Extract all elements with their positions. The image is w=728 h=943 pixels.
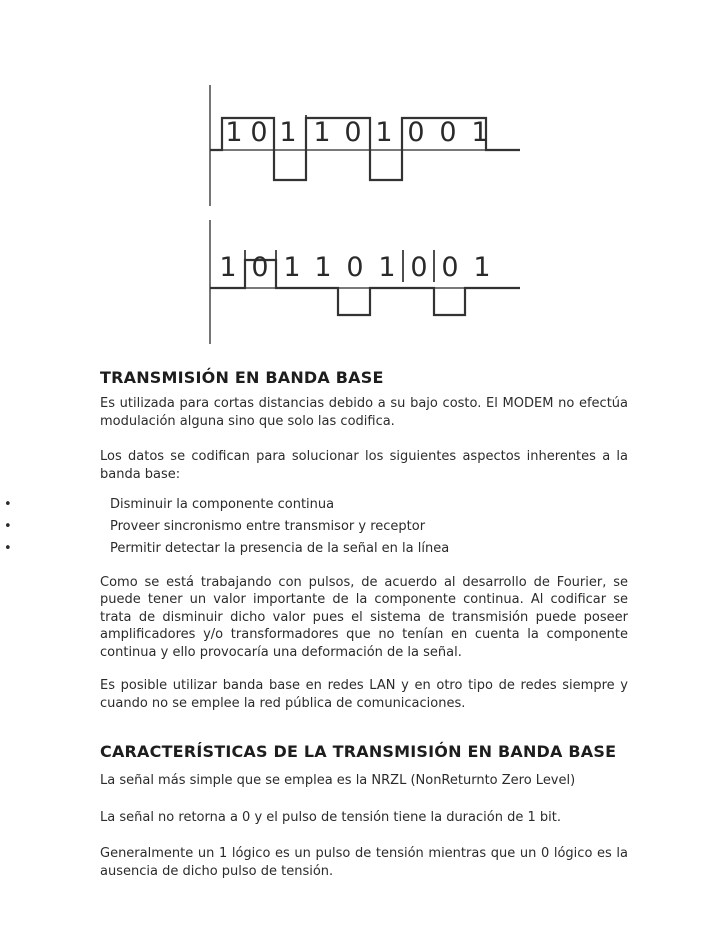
- bit-label: 1: [378, 252, 396, 283]
- bit-label: 0: [439, 117, 457, 148]
- signal-diagram-1: [200, 80, 530, 210]
- document-body: [4, 368, 628, 880]
- bit-label: 0: [250, 117, 268, 148]
- list-item: [0, 540, 628, 558]
- paragraph: La señal más simple que se emplea es la NRZL (NonReturnto Zero Level): [100, 773, 576, 788]
- paragraph: Es posible utilizar banda base en redes LAN y en otro tipo de redes siempre y cuando no se emplee la red pública de comunicaciones.: [100, 678, 628, 711]
- bit-label: 0: [441, 252, 459, 283]
- bit-label: 1: [279, 117, 297, 148]
- list-item-text: Proveer sincronismo entre transmisor y receptor: [110, 519, 426, 534]
- paragraph: Como se está trabajando con pulsos, de acuerdo al desarrollo de Fourier, se puede tener un valor importante de la componente continua. Al codificar se trata de disminuir dicho valor pues el sistema de transmisión puede poseer amplificadores y/o transformadores que no tenían en cuenta la componente continua y ello provocaría una deformación de la señal.: [100, 574, 628, 660]
- bit-label: 1: [473, 252, 491, 283]
- bit-label: 0: [410, 252, 428, 283]
- bit-label: 1: [313, 117, 331, 148]
- bit-label: 1: [283, 252, 301, 283]
- bit-label: 0: [251, 252, 269, 283]
- paragraph: La señal no retorna a 0 y el pulso de tensión tiene la duración de 1 bit.: [100, 809, 561, 825]
- bit-label: 1: [471, 117, 489, 148]
- bit-label: 0: [407, 117, 425, 148]
- bit-label: 1: [314, 252, 332, 283]
- paragraph: Es utilizada para cortas distancias debido a su bajo costo. El MODEM no efectúa modulación alguna sino que solo las codifica.: [100, 396, 628, 429]
- bit-label: 1: [219, 252, 237, 283]
- bullet-list: [0, 496, 628, 558]
- bullet-icon: •: [4, 497, 12, 512]
- signal-diagram-2: [200, 220, 530, 350]
- list-item: [0, 518, 628, 536]
- section-heading-banda-base: TRANSMISIÓN EN BANDA BASE: [100, 368, 384, 387]
- list-item: [0, 496, 628, 514]
- paragraph: Generalmente un 1 lógico es un pulso de tensión mientras que un 0 lógico es la ausencia de dicho pulso de tensión.: [100, 846, 628, 879]
- bullet-icon: •: [4, 519, 12, 534]
- signal-diagram-1-svg: [200, 80, 530, 210]
- bit-label: 0: [346, 252, 364, 283]
- bit-label: 1: [375, 117, 393, 148]
- list-item-text: Disminuir la componente continua: [110, 497, 335, 512]
- bit-label: 1: [225, 117, 243, 148]
- bit-label: 0: [344, 117, 362, 148]
- bullet-icon: •: [4, 541, 12, 556]
- list-item-text: Permitir detectar la presencia de la señal en la línea: [110, 541, 450, 556]
- section-heading-caracteristicas: CARACTERÍSTICAS DE LA TRANSMISIÓN EN BANDA BASE: [100, 742, 617, 761]
- signal-diagram-2-svg: [200, 220, 530, 350]
- paragraph: Los datos se codifican para solucionar los siguientes aspectos inherentes a la banda base:: [100, 449, 628, 482]
